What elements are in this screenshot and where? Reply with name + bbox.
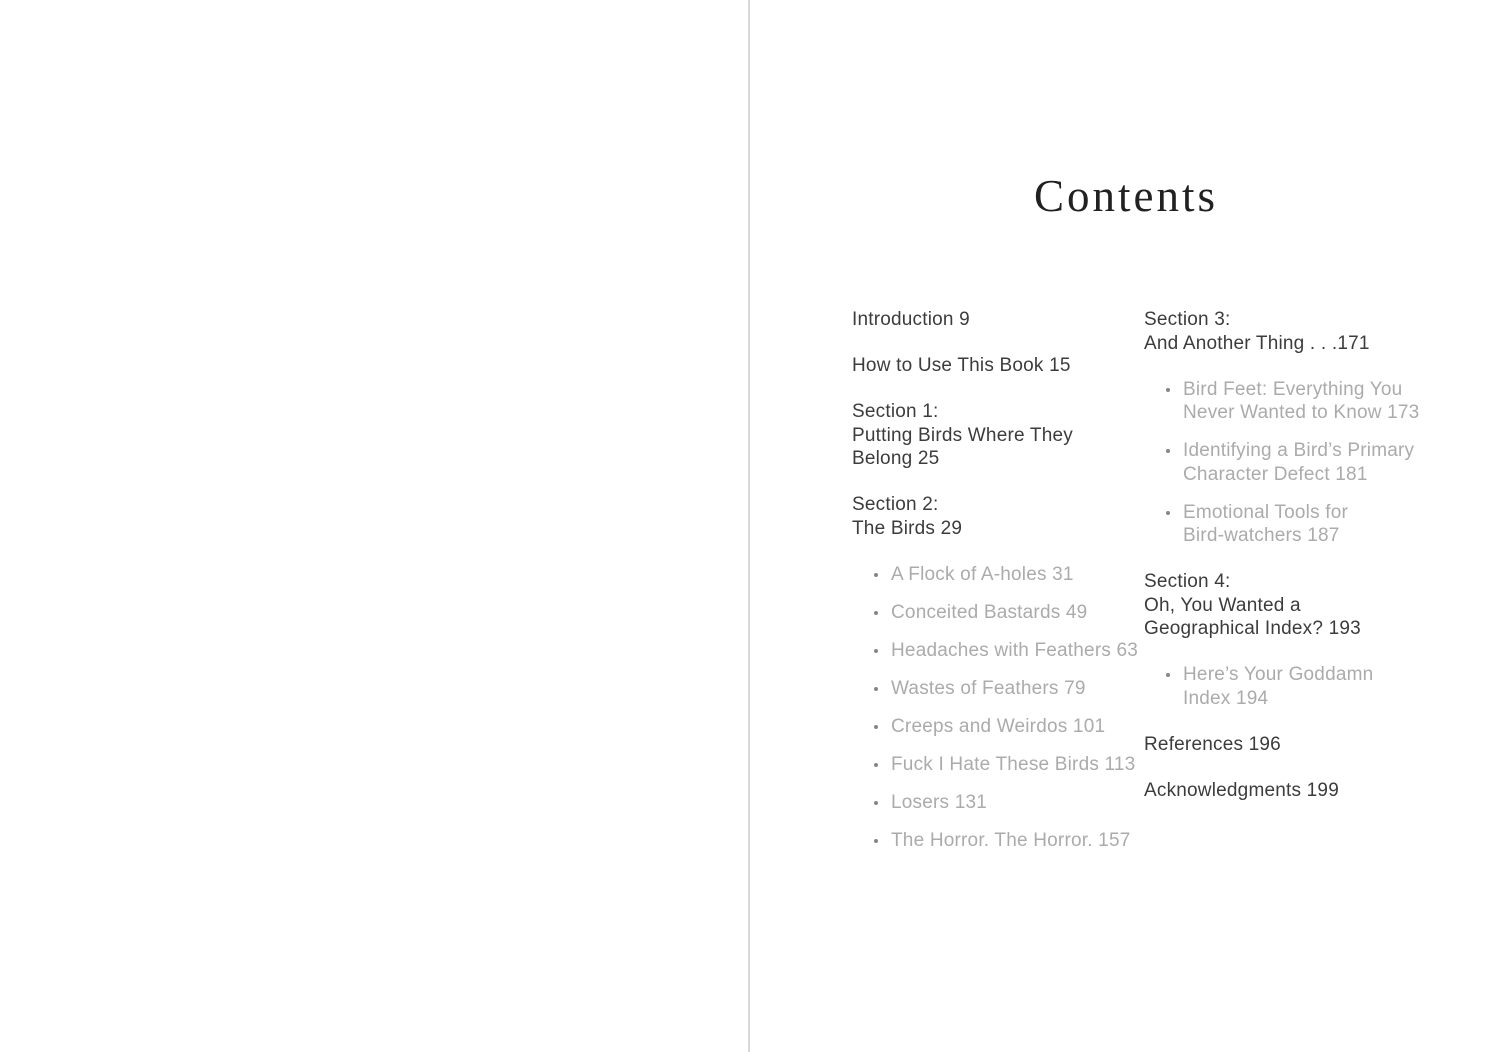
- toc-bullet-item: [1144, 663, 1444, 710]
- left-blank-page: [0, 0, 748, 1052]
- toc-line: Wastes of Feathers 79: [891, 677, 1086, 699]
- toc-line: Belong 25: [852, 448, 940, 469]
- toc-line: A Flock of A-holes 31: [891, 563, 1074, 585]
- toc-line: Never Wanted to Know 173: [1183, 402, 1420, 423]
- bullet-dot-icon: [1166, 388, 1170, 392]
- bullet-dot-icon: [874, 573, 878, 577]
- toc-bullet-item: [1144, 439, 1444, 486]
- bullet-dot-icon: [874, 763, 878, 767]
- toc-line: The Birds 29: [852, 517, 963, 539]
- toc-line: Acknowledgments 199: [1144, 779, 1339, 801]
- bullet-dot-icon: [1166, 511, 1170, 515]
- bullet-dot-icon: [1166, 673, 1170, 677]
- toc-bullet-item: [852, 563, 1137, 587]
- toc-line: Bird-watchers 187: [1183, 525, 1340, 546]
- toc-entry-section-3: [1144, 308, 1444, 355]
- toc-bullet-item: [852, 639, 1137, 663]
- toc-entry-how-to-use: [852, 354, 1137, 378]
- toc-line: Here’s Your Goddamn: [1183, 664, 1374, 685]
- toc-line: Identifying a Bird’s Primary: [1183, 440, 1415, 461]
- toc-line: Headaches with Feathers 63: [891, 639, 1139, 661]
- toc-bullet-item: [1144, 501, 1444, 548]
- toc-bullet-item: [852, 791, 1137, 815]
- toc-line: Creeps and Weirdos 101: [891, 715, 1106, 737]
- bullet-dot-icon: [874, 725, 878, 729]
- toc-entry-section-2: [852, 493, 1137, 540]
- toc-entry-acknowledgments: [1144, 779, 1444, 803]
- bullet-dot-icon: [1166, 449, 1170, 453]
- toc-line: Section 4:: [1144, 571, 1231, 592]
- bullet-dot-icon: [874, 687, 878, 691]
- toc-entry-introduction: [852, 308, 1137, 332]
- toc-line: The Horror. The Horror. 157: [891, 829, 1131, 851]
- toc-line: Emotional Tools for: [1183, 501, 1349, 523]
- bullet-dot-icon: [874, 801, 878, 805]
- toc-line: Character Defect 181: [1183, 463, 1368, 485]
- toc-line: And Another Thing . . .171: [1144, 332, 1370, 354]
- toc-line: Section 1:: [852, 401, 939, 422]
- toc-bullet-item: [852, 753, 1137, 777]
- toc-line: References 196: [1144, 733, 1281, 755]
- bullet-dot-icon: [874, 649, 878, 653]
- toc-line: Putting Birds Where They: [852, 424, 1073, 446]
- toc-bullet-item: [852, 715, 1137, 739]
- toc-entry-section-4: [1144, 570, 1444, 641]
- toc-column-left: [852, 308, 1137, 875]
- toc-line: Section 3:: [1144, 309, 1231, 330]
- bullet-dot-icon: [874, 839, 878, 843]
- toc-entry-references: [1144, 733, 1444, 757]
- toc-line: Index 194: [1183, 687, 1269, 709]
- toc-column-right: [1144, 308, 1444, 825]
- toc-line: Section 2:: [852, 494, 939, 515]
- toc-line: Bird Feet: Everything You: [1183, 378, 1403, 400]
- toc-line: Introduction 9: [852, 309, 970, 330]
- contents-title: Contents: [1033, 171, 1219, 221]
- toc-bullet-item: [852, 601, 1137, 625]
- bullet-dot-icon: [874, 611, 878, 615]
- toc-entry-section-1: [852, 400, 1137, 471]
- toc-line: Losers 131: [891, 791, 988, 813]
- toc-line: How to Use This Book 15: [852, 355, 1071, 376]
- toc-bullet-item: [1144, 378, 1444, 425]
- toc-bullet-item: [852, 829, 1137, 853]
- toc-line: Fuck I Hate These Birds 113: [891, 753, 1136, 775]
- toc-line: Oh, You Wanted a: [1144, 594, 1301, 616]
- toc-bullet-item: [852, 677, 1137, 701]
- toc-line: Conceited Bastards 49: [891, 601, 1088, 623]
- toc-line: Geographical Index? 193: [1144, 618, 1361, 639]
